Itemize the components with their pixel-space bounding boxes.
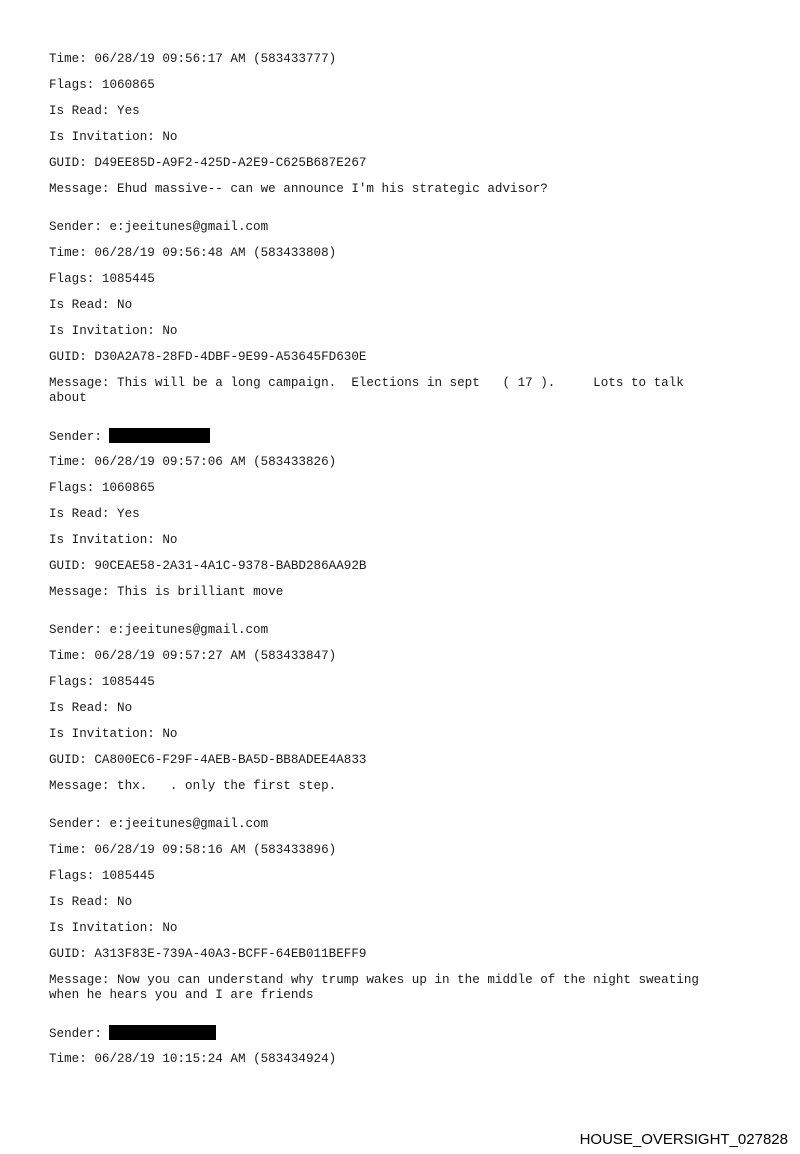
message-line: Message: This will be a long campaign. Elections in sept ( 17 ). Lots to talk about [49, 376, 684, 405]
time-line: Time: 06/28/19 09:56:17 AM (583433777) [49, 52, 337, 66]
is-read-value: No [117, 298, 133, 312]
is-invitation-line: Is Invitation: No [49, 727, 178, 741]
is-invitation-line: Is Invitation: No [49, 921, 178, 935]
is-read-value: Yes [117, 507, 140, 521]
message-record [49, 1026, 759, 1067]
flags-value: 1085445 [101, 272, 155, 286]
is-invitation-line: Is Invitation: No [49, 130, 178, 144]
guid-value: CA800EC6-F29F-4AEB-BA5D-BB8ADEE4A833 [94, 753, 367, 767]
is-read-value: No [117, 701, 133, 715]
is-invitation-line: Is Invitation: No [49, 533, 178, 547]
time-value: 06/28/19 09:56:17 AM (583433777) [94, 52, 337, 66]
message-line: Message: thx. . only the first step. [49, 779, 337, 793]
bates-number: HOUSE_OVERSIGHT_027828 [579, 1131, 788, 1148]
flags-value: 1085445 [101, 869, 155, 883]
is-read-line: Is Read: No [49, 701, 133, 715]
message-value: This will be a long campaign. Elections in sept ( 17 ). Lots to talk about [49, 376, 684, 405]
message-line: Message: Ehud massive-- can we announce I'm his strategic advisor? [49, 182, 548, 196]
is-read-value: Yes [117, 104, 140, 118]
time-value: 06/28/19 09:57:06 AM (583433826) [94, 455, 337, 469]
time-line: Time: 06/28/19 09:57:06 AM (583433826) [49, 455, 337, 469]
sender-value: e:jeeitunes@gmail.com [109, 817, 269, 831]
message-value: This is brilliant move [117, 585, 284, 599]
message-record [49, 817, 759, 1003]
guid-value: 90CEAE58-2A31-4A1C-9378-BABD286AA92B [94, 559, 367, 573]
message-line: Message: This is brilliant move [49, 585, 284, 599]
is-invitation-value: No [162, 533, 178, 547]
sender-value: e:jeeitunes@gmail.com [109, 623, 269, 637]
guid-value: D49EE85D-A9F2-425D-A2E9-C625B687E267 [94, 156, 367, 170]
time-line: Time: 06/28/19 09:57:27 AM (583433847) [49, 649, 337, 663]
sender-line: Sender: e:jeeitunes@gmail.com [49, 220, 269, 234]
redaction-box [109, 1025, 216, 1040]
flags-value: 1060865 [101, 78, 155, 92]
time-value: 06/28/19 10:15:24 AM (583434924) [94, 1052, 337, 1066]
sender-value: e:jeeitunes@gmail.com [109, 220, 269, 234]
is-invitation-value: No [162, 921, 178, 935]
flags-value: 1060865 [101, 481, 155, 495]
message-value: thx. . only the first step. [117, 779, 337, 793]
guid-value: A313F83E-739A-40A3-BCFF-64EB011BEFF9 [94, 947, 367, 961]
message-record [49, 52, 759, 197]
time-line: Time: 06/28/19 10:15:24 AM (583434924) [49, 1052, 337, 1066]
message-record [49, 220, 759, 406]
guid-line: GUID: A313F83E-739A-40A3-BCFF-64EB011BEFF9 [49, 947, 367, 961]
flags-line: Flags: 1085445 [49, 675, 155, 689]
message-record [49, 623, 759, 794]
time-value: 06/28/19 09:56:48 AM (583433808) [94, 246, 337, 260]
flags-line: Flags: 1085445 [49, 869, 155, 883]
message-value: Now you can understand why trump wakes up in the middle of the night sweating when he hears you and I are friends [49, 973, 699, 1002]
time-value: 06/28/19 09:58:16 AM (583433896) [94, 843, 337, 857]
is-read-value: No [117, 895, 133, 909]
is-invitation-value: No [162, 130, 178, 144]
guid-line: GUID: D30A2A78-28FD-4DBF-9E99-A53645FD630E [49, 350, 367, 364]
message-line: Message: Now you can understand why trump wakes up in the middle of the night sweating when he hears you and I are friends [49, 973, 699, 1002]
time-line: Time: 06/28/19 09:58:16 AM (583433896) [49, 843, 337, 857]
is-read-line: Is Read: Yes [49, 104, 140, 118]
guid-line: GUID: D49EE85D-A9F2-425D-A2E9-C625B687E267 [49, 156, 367, 170]
flags-line: Flags: 1060865 [49, 481, 155, 495]
is-invitation-value: No [162, 324, 178, 338]
message-value: Ehud massive-- can we announce I'm his strategic advisor? [117, 182, 548, 196]
time-value: 06/28/19 09:57:27 AM (583433847) [94, 649, 337, 663]
message-log [49, 52, 759, 1078]
redaction-box [109, 428, 210, 443]
sender-line: Sender: [49, 1026, 759, 1041]
is-read-line: Is Read: No [49, 298, 133, 312]
sender-line: Sender: e:jeeitunes@gmail.com [49, 623, 269, 637]
is-invitation-value: No [162, 727, 178, 741]
sender-line: Sender: e:jeeitunes@gmail.com [49, 817, 269, 831]
flags-value: 1085445 [101, 675, 155, 689]
flags-line: Flags: 1060865 [49, 78, 155, 92]
time-line: Time: 06/28/19 09:56:48 AM (583433808) [49, 246, 337, 260]
flags-line: Flags: 1085445 [49, 272, 155, 286]
is-read-line: Is Read: Yes [49, 507, 140, 521]
guid-value: D30A2A78-28FD-4DBF-9E99-A53645FD630E [94, 350, 367, 364]
is-read-line: Is Read: No [49, 895, 133, 909]
guid-line: GUID: CA800EC6-F29F-4AEB-BA5D-BB8ADEE4A833 [49, 753, 367, 767]
message-record [49, 429, 759, 600]
is-invitation-line: Is Invitation: No [49, 324, 178, 338]
sender-line: Sender: [49, 429, 759, 444]
guid-line: GUID: 90CEAE58-2A31-4A1C-9378-BABD286AA92B [49, 559, 367, 573]
